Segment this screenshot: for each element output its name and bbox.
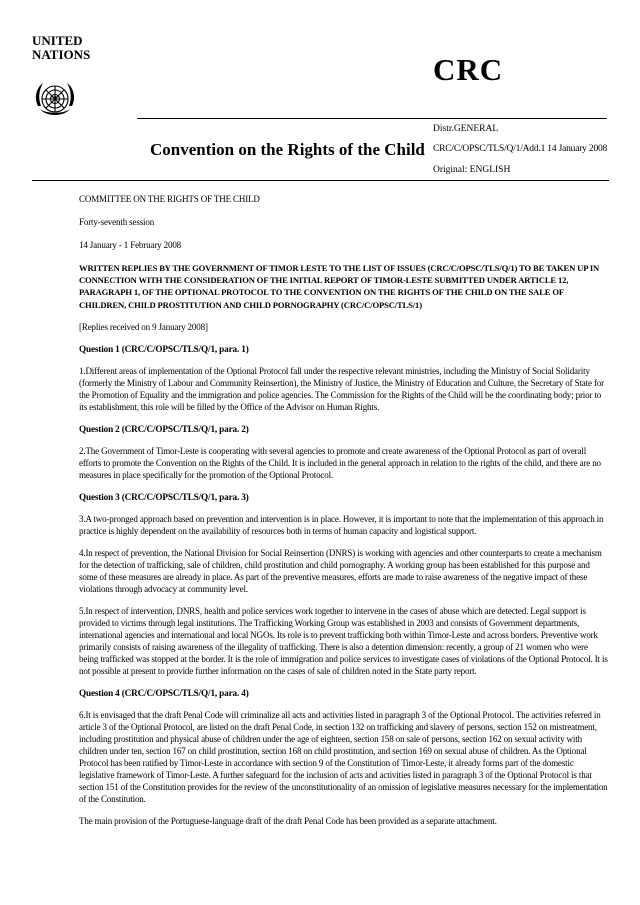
paragraph-3: 3.A two-pronged approach based on prevention and intervention is in place. However, it is important to note that the implementation of this approach in practice is highly dependent on the availability of resources both in terms of human capacity and logistical support. (79, 513, 604, 536)
header-rule-bottom (32, 180, 609, 181)
un-emblem-icon (30, 76, 80, 126)
paragraph-5: 5.In respect of intervention, DNRS, health and police services work together to intervene in the cases of abuse which are detected. Legal support is provided to victims through legal institutions. The Trafficking Working Group was established in 2003 and consists of Government departments, international agencies and international and local NGOs. Its role is to prevent trafficking both within Timor-Leste and across borders. Preventive work primarily consists of raising awareness of the illegality of trafficking. There is also a detention dimension: recently, a group of 21 women who were being trafficked was stopped at the border. It is the role of immigration and police services to investigate cases of violations of the Optional Protocol. It is not possible at present to provide further information on the cases of sale of children noted in the State party report. (79, 605, 608, 676)
original-language: Original: ENGLISH (433, 165, 511, 175)
question-2-heading: Question 2 (CRC/C/OPSC/TLS/Q/1, para. 2) (79, 423, 249, 434)
session-dates: 14 January - 1 February 2008 (79, 240, 182, 250)
paragraph-4: 4.In respect of prevention, the National Division for Social Reinsertion (DNRS) is working with agencies and other counterparts to create a mechanism for the detection of trafficking, sale of children, child prostitution and child pornography. A working group has been established for this purpose and some of these measures are already in place. As part of the preventive measures, efforts are made to raise awareness of the negative impact of these violations through advocacy at community level. (79, 547, 602, 594)
paragraph-1: 1.Different areas of implementation of the Optional Protocol fall under the respective relevant ministries, including the Ministry of Social Solidarity (formerly the Ministry of Labour and Community Reinsertion), the Ministry of Justice, the Ministry of Education and Culture, the Secretary of State for the Promotion of Equality and the immigration and police agencies. The Commission for the Rights of the Child will be the coordinating body; prior to its establishment, this role will be filled by the Office of the Advisor on Human Rights. (79, 365, 604, 412)
document-body (79, 193, 609, 837)
committee-name: COMMITTEE ON THE RIGHTS OF THE CHILD (79, 194, 260, 204)
un-name (32, 34, 90, 62)
paragraph-attachment-note: The main provision of the Portuguese-language draft of the draft Penal Code has been provided as a separate attachment. (79, 815, 497, 826)
distribution: Distr.GENERAL (433, 124, 499, 134)
question-4-heading: Question 4 (CRC/C/OPSC/TLS/Q/1, para. 4) (79, 687, 249, 698)
document-title: WRITTEN REPLIES BY THE GOVERNMENT OF TIMOR LESTE TO THE LIST OF ISSUES (CRC/C/OPSC/TLS/Q/1) TO BE TAKEN UP IN CONNECTION WITH THE CONSIDERATION OF THE INITIAL REPORT OF TIMOR-LESTE SUBMITTED UNDER ARTICLE 12, PARAGRAPH 1, OF THE OPTIONAL PROTOCOL TO THE CONVENTION ON THE RIGHTS OF THE CHILD ON THE SALE OF CHILDREN, CHILD PROSTITUTION AND CHILD PORNOGRAPHY (CRC/C/OPSC/TLS/1) (79, 263, 600, 310)
document-symbol: CRC/C/OPSC/TLS/Q/1/Add.1 14 January 2008 (433, 144, 608, 154)
un-name-line2: NATIONS (32, 47, 91, 62)
session: Forty-seventh session (79, 217, 155, 227)
convention-title: Convention on the Rights of the Child (150, 140, 425, 159)
paragraph-6: 6.It is envisaged that the draft Penal Code will criminalize all acts and activities listed in paragraph 3 of the Optional Protocol. The activities referred in article 3 of the Optional Protocol, are listed on the draft Penal Code, in section 132 on trafficking and slavery of persons, section 152 on mistreatment, including prostitution and physical abuse of children under the age of eighteen, section 158 on sale of persons, section 162 on sexual activity with children under ten, section 167 on child prostitution, section 168 on child prostitution, and section 169 on sexual abuse of children. As the Optional Protocol has been ratified by Timor-Leste in accordance with section 9 of the Constitution of Timor-Leste, it already forms part of the domestic legislative framework of Timor-Leste. A further safeguard for the inclusion of acts and activities listed in paragraph 3 of the Optional Protocol is that section 151 of the Constitution provides for the review of the unconstitutionality of an omission of legislative measures necessary for the implementation of the Constitution. (79, 709, 608, 804)
header-rule-top (137, 118, 607, 119)
received-note: [Replies received on 9 January 2008] (79, 321, 208, 332)
un-name-line1: UNITED (32, 33, 83, 48)
document-symbol-crc: CRC (433, 52, 504, 87)
paragraph-2: 2.The Government of Timor-Leste is cooperating with several agencies to promote and create awareness of the Optional Protocol as part of overall efforts to promote the Convention on the Rights of the Child. It is included in the general approach in relation to the rights of the child, and there are no measures in place specifically for the promotion of the Optional Protocol. (79, 445, 601, 480)
question-3-heading: Question 3 (CRC/C/OPSC/TLS/Q/1, para. 3) (79, 491, 249, 502)
question-1-heading: Question 1 (CRC/C/OPSC/TLS/Q/1, para. 1) (79, 343, 249, 354)
